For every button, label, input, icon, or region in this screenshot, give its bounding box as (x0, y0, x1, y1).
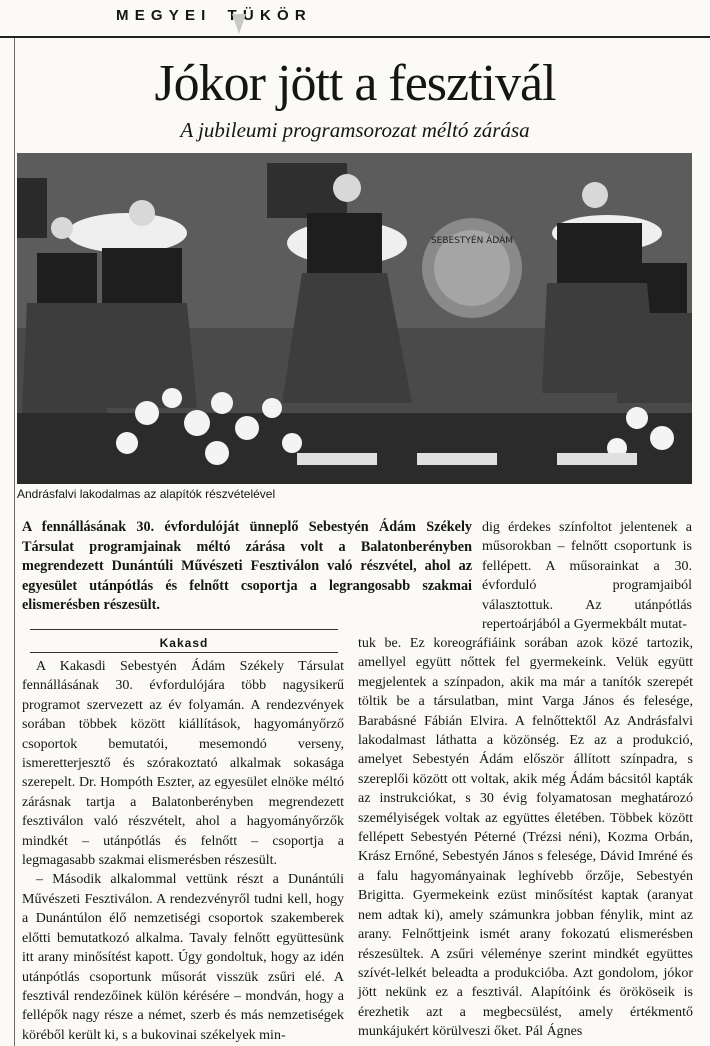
section-title-word1: MEGYEI (116, 7, 212, 24)
section-masthead (0, 0, 710, 38)
subheadline: A jubileumi programsorozat méltó zárása (180, 118, 530, 142)
kicker-rule-top (30, 629, 338, 630)
photo-caption: Andrásfalvi lakodalmas az alapítók részvételével (17, 487, 276, 501)
paragraph: A Kakasdi Sebestyén Ádám Székely Társulat fennállásának 30. évfordulójára több nagysikerű programot szervezett az év folyamán. A rendezvények sorában többek között kiállítások, hagyományőrző csoportok bemutatói, mesemondó verseny, ismeretterjesztő és szórakoztató alkalmak sokasága szerepelt. Dr. Hompóth Eszter, az egyesület elnöke méltó zárásnak tartja a Balatonberényben megrendezett fesztiválon való részvételt, ahol a hagyományőrzők mindkét – utánpótlás és felnőtt – csoportja a legmagasabb szakmai elismerésben részesült. (22, 659, 344, 869)
paragraph: dig érdekes színfoltot jelentenek a műsorokban – felnőtt csoportunk is fellépett. A műsorainkat a 30. évforduló programjaiból választottuk. Az utánpótlás repertoárjából a Gyermekbált mutat- (482, 520, 692, 633)
paragraph: tuk be. Ez koreográfiáink sorában azok közé tartozik, amellyel együtt nőttek fel gyermekeink. Velük együtt megjelentek a színpadon, akik ma már a tanítók szerepét töltik be a társulatban, mint Varga János és felesége, Barabásné Fábián Elvira. A felnőttektől Az Andrásfalvi lakodalmast láthatta a közönség. Ez az a produkció, amelyet Sebestyén Ádám először állított színpadra, s szereplői között ott voltak, akik még Ádám bácsitól kapták az instrukciókat, s 30 évig folyamatosan meghatározó személyiségek voltak az együttes életében. Többek között fellépett Sebestyén Péterné (Trézsi néni), Kozma Orbán, Krász Ernőné, Sebestyén János s felesége, Dávid Imréné és a falu hagyományainak leghívebb őrzője, Sebestyén Brigitta. Gyermekeink ezüst minősítést kaptak (aranyat nem adtak ki), amely számunkra jobban fénylik, mint az arany. Felnőttjeink ismét arany fokozatú elismerésben részesültek. A zsűri véleménye szerint mindkét együttes szívét-lelkét beleadta a produkcióba. Azt gondolom, jókor jött nekünk ez a fesztivál. Alapítóink és örököseik is érezhetik azt a megbecsülést, amely értékmentő munkájukért körülveszi őket. Pál Ágnes (358, 636, 693, 1040)
kicker: Kakasd (159, 636, 209, 650)
kicker-rule-bottom (30, 652, 338, 653)
banner-text: SEBESTYÉN ÁDÁM (430, 236, 514, 246)
section-title-word2: TÜKÖR (227, 7, 312, 24)
paragraph: – Második alkalommal vettünk részt a Dunántúli Művészeti Fesztiválon. A rendezvényről tudni kell, hogy a Dunántúlon élő nemzetiségi csoportok szakemberek előtti bemutatkozó alkalma. Tavaly felnőtt együttesünk itt arany minősítést kapott. Úgy gondoltuk, hogy az idén utánpótlás csoportunk műsorát visszük zsűri elé. A fesztivál rendezőinek külön kérésére – mondván, hogy a fellépők nagy része a német, szerb és más nemzetiségek köréből került ki, s a bukovinai székelyek min- (22, 872, 344, 1043)
column-2 (358, 634, 693, 1042)
masthead-notch (232, 14, 246, 34)
column-rule (14, 38, 15, 1046)
column-2-top (482, 518, 692, 634)
headline: Jókor jött a fesztivál (154, 55, 556, 112)
column-1 (22, 657, 344, 1045)
section-title (116, 7, 312, 24)
lead-paragraph: A fennállásának 30. évfordulóját ünneplő Sebestyén Ádám Székely Társulat programjainak méltó zárása volt a Balatonberényben megrendezett Dunántúli Művészeti Fesztiválon való részvétel, ahol az egyesület utánpótlás és felnőtt csoportja a legrangosabb szakmai elismerésben részesült. (22, 519, 472, 613)
article-photo (17, 153, 692, 484)
